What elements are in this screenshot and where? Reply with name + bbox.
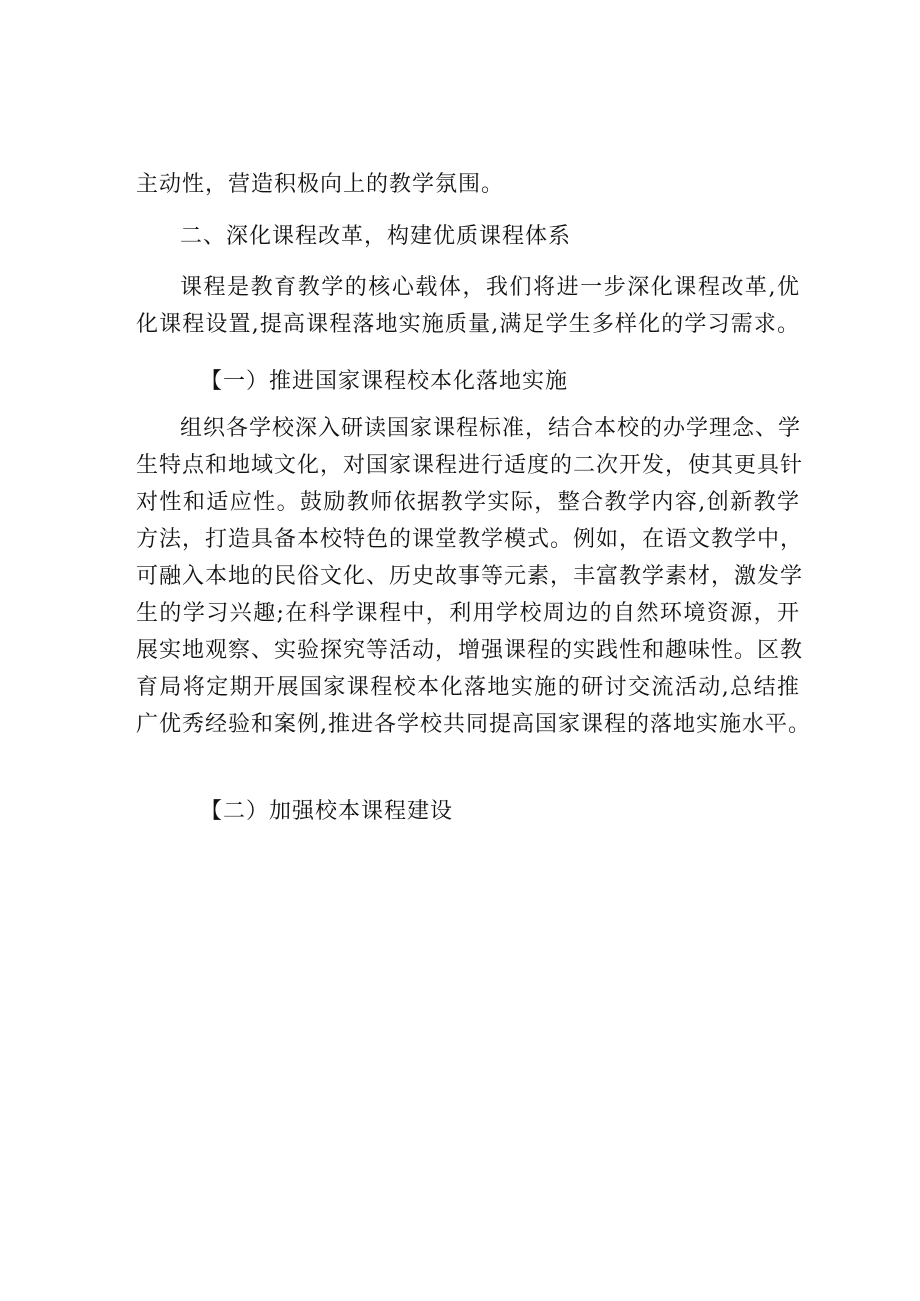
text-line: 主动性，营造积极向上的教学氛围。: [136, 172, 505, 197]
subheading-one: [136, 363, 800, 400]
text-line: 广优秀经验和案例,推进各学校共同提高国家课程的落地实施水平。: [136, 712, 811, 737]
subheading-two: [136, 793, 800, 830]
heading-text: 【二）加强校本课程建设: [200, 799, 454, 824]
text-line: 化课程设置,提高课程落地实施质量,满足学生多样化的学习需求。: [136, 312, 800, 337]
section-two-heading: [136, 218, 800, 255]
heading-text: 二、深化课程改革，构建优质课程体系: [180, 224, 572, 249]
text-line: 育局将定期开展国家课程校本化落地实施的研讨交流活动,总结推: [136, 675, 800, 700]
text-line: 生的学习兴趣;在科学课程中，利用学校周边的自然环境资源，开: [136, 601, 800, 626]
text-line: 展实地观察、实验探究等活动，增强课程的实践性和趣味性。区教: [136, 638, 804, 663]
continuation-line: [136, 166, 800, 203]
text-line: 生特点和地域文化，对国家课程进行适度的二次开发，使其更具针: [136, 453, 804, 478]
text-line: 组织各学校深入研读国家课程标准，结合本校的办学理念、学: [180, 416, 802, 441]
intro-paragraph: [136, 269, 800, 343]
text-line: 可融入本地的民俗文化、历史故事等元素，丰富教学素材，激发学: [136, 564, 804, 589]
text-line: 课程是教育教学的核心载体，我们将进一步深化课程改革,优: [180, 275, 800, 300]
heading-text: 【一）推进国家课程校本化落地实施: [200, 369, 569, 394]
text-line: 方法，打造具备本校特色的课堂教学模式。例如，在语文教学中，: [136, 527, 804, 552]
text-line: 对性和适应性。鼓励教师依据教学实际，整合教学内容,创新教学: [136, 490, 800, 515]
paragraph-one: [136, 410, 811, 743]
